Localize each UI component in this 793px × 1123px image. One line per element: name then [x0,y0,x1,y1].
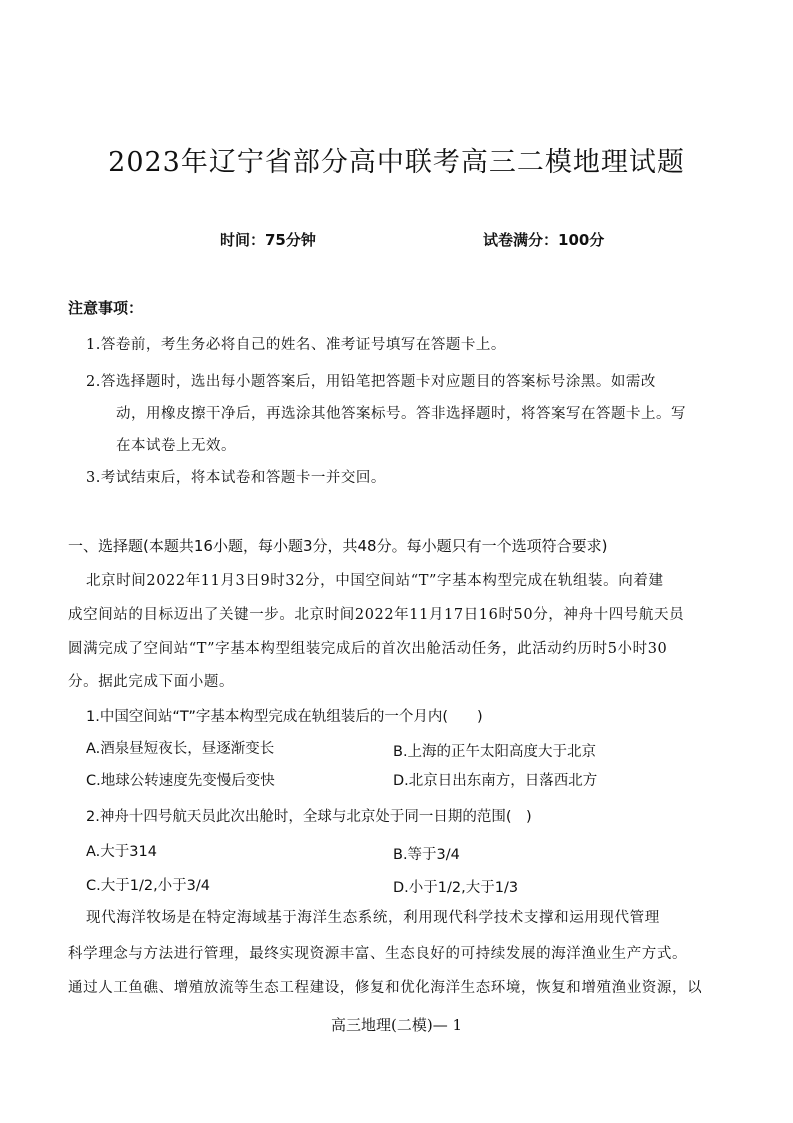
question-1-option-b: B.上海的正午太阳高度大于北京 [393,744,597,760]
section-heading: 一、选择题(本题共16小题，每小题3分，共48分。每小题只有一个选项符合要求) [68,537,608,555]
passage-2-line-2: 科学理念与方法进行管理，最终实现资源丰富、生态良好的可持续发展的海洋渔业生产方式。 [68,946,688,962]
passage-2-line-3: 通过人工鱼礁、增殖放流等生态工程建设，修复和优化海洋生态环境，恢复和增殖渔业资源，以 [68,980,703,996]
page-footer: 高三地理(二模)— 1 [330,1016,463,1034]
question-1-option-d: D.北京日出东南方，日落西北方 [393,773,598,789]
passage-2-line-1: 现代海洋牧场是在特定海域基于海洋生态系统，利用现代科学技术支撑和运用现代管理 [86,910,660,926]
exam-time: 时间：75分钟 [220,231,316,249]
passage-1-line-2: 成空间站的目标迈出了关键一步。北京时间2022年11月17日16时50分，神舟十四号航天员 [68,607,685,623]
notice-item-3: 3.考试结束后，将本试卷和答题卡一并交回。 [86,470,386,486]
notice-item-2-line-1: 2.答选择题时，选出每小题答案后，用铅笔把答题卡对应题目的答案标号涂黑。如需改 [86,374,656,390]
question-1-stem: 1.中国空间站“T”字基本构型完成在轨组装后的一个月内( ) [86,709,483,725]
question-1-option-c: C.地球公转速度先变慢后变快 [86,773,275,789]
question-2-option-d: D.小于1/2,大于1/3 [393,880,519,896]
question-2-option-a: A.大于314 [86,844,157,860]
question-2-option-c: C.大于1/2,小于3/4 [86,878,211,894]
passage-1-line-1: 北京时间2022年11月3日9时32分，中国空间站“T”字基本构型完成在轨组装。向着建 [86,573,664,589]
notice-item-1: 1.答卷前，考生务必将自己的姓名、准考证号填写在答题卡上。 [86,337,506,353]
document-title: 2023年辽宁省部分高中联考高三二模地理试题 [108,147,685,178]
question-2-option-b: B.等于3/4 [393,847,460,863]
notice-item-2-line-2: 动，用橡皮擦干净后，再选涂其他答案标号。答非选择题时，将答案写在答题卡上。写 [116,406,686,422]
passage-1-line-3: 圆满完成了空间站“T”字基本构型组装完成后的首次出舱活动任务，此活动约历时5小时30 [68,641,668,657]
notice-heading: 注意事项： [68,299,144,317]
notice-item-2-line-3: 在本试卷上无效。 [116,438,236,454]
question-1-option-a: A.酒泉昼短夜长，昼逐渐变长 [86,741,275,757]
passage-1-line-4: 分。据此完成下面小题。 [68,674,235,690]
exam-full-score: 试卷满分：100分 [483,231,605,249]
question-2-stem: 2.神舟十四号航天员此次出舱时，全球与北京处于同一日期的范围( ) [86,809,532,825]
